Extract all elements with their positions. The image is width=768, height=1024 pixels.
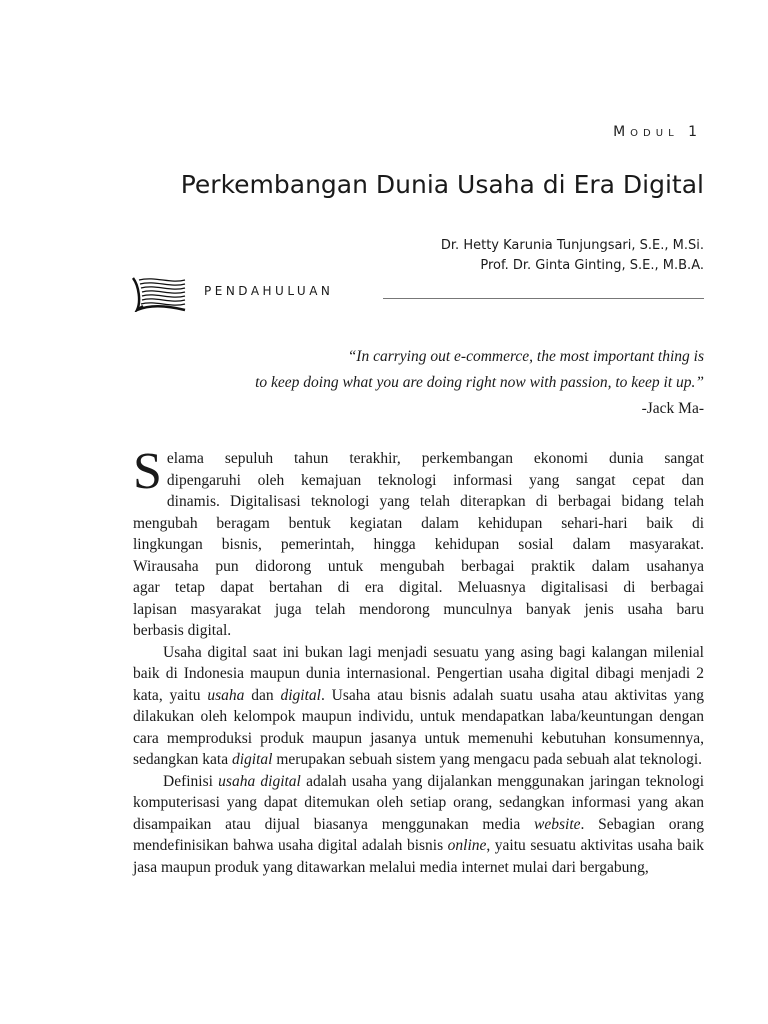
paragraph-2-emphasis: digital: [232, 751, 273, 768]
paragraph-3: [133, 771, 704, 879]
paragraph-3-emphasis: usaha digital: [218, 772, 301, 790]
author-1: Dr. Hetty Karunia Tunjungsari, S.E., M.Si.: [440, 238, 704, 253]
paragraph-1-line: dipengaruhi oleh kemajuan teknologi informasi yang sangat cepat dan: [166, 471, 704, 489]
paragraph-3-emphasis: website: [534, 815, 581, 833]
paragraph-2-emphasis: digital: [280, 686, 321, 704]
page-title: Perkembangan Dunia Usaha di Era Digital: [180, 170, 704, 199]
epigraph-quote: [124, 344, 704, 422]
paragraph-2: [133, 642, 704, 771]
drop-cap: S: [133, 443, 162, 500]
paragraph-3-text: adalah usaha yang dijalankan menggunakan jaringan teknologi komputerisasi yang dapat ditemukan oleh setiap orang, sedangkan informasi yang akan disampaikan atau dijual biasanya menggunakan media: [133, 772, 705, 833]
paragraph-2-emphasis: usaha: [207, 686, 245, 704]
paragraph-2-text: dan: [244, 686, 281, 704]
section-title: PENDAHULUAN: [204, 284, 334, 298]
module-number: Modul 1: [613, 124, 702, 140]
quote-line-2: to keep doing what you are doing right now with passion, to keep it up.”: [255, 374, 704, 391]
body-text: [133, 443, 705, 878]
paragraph-3-emphasis: online: [447, 837, 487, 854]
paragraph-2-text: merupakan sebuah sistem yang mengacu pada sebuah alat teknologi.: [272, 751, 703, 768]
paragraph-3-text: , yaitu sesuatu aktivitas usaha baik jasa maupun produk yang ditawarkan melalui media internet mulai dari bergabung,: [133, 837, 704, 876]
section-header: [131, 276, 704, 312]
paragraph-1-line: mengubah beragam bentuk kegiatan dalam kehidupan sehari-hari baik di: [133, 514, 704, 532]
paragraph-1-line: elama sepuluh tahun terakhir, perkembangan ekonomi dunia sangat: [166, 450, 704, 467]
paragraph-2-text: . Usaha atau bisnis adalah suatu usaha atau aktivitas yang dilakukan oleh kelompok maupun individu, untuk mendapatkan laba/keuntungan dengan cara memproduksi produk maupun jasanya untuk memenuhi kebutuhan konsumennya, sedangkan kata: [133, 686, 704, 768]
paragraph-3-text: Definisi: [163, 772, 219, 790]
paragraph-3-text: . Sebagian orang mendefinisikan bahwa usaha digital adalah bisnis: [133, 815, 705, 854]
paragraph-1-line: agar tetap dapat bertahan di era digital. Meluasnya digitalisasi di berbagai: [133, 579, 704, 596]
open-book-icon: [131, 276, 187, 312]
paragraph-2-text: Usaha digital saat ini bukan lagi menjadi sesuatu yang asing bagi kalangan milenial baik di Indonesia maupun dunia internasional. Pengertian usaha digital dibagi menjadi 2 kata, yaitu: [133, 643, 704, 704]
paragraph-1-line: Wirausaha pun didorong untuk mengubah berbagai praktik dalam usahanya: [133, 557, 704, 575]
paragraph-1-line: berbasis digital.: [133, 622, 232, 639]
section-divider: [383, 298, 704, 299]
paragraph-1-line: lingkungan bisnis, pemerintah, hingga kehidupan sosial dalam masyarakat.: [133, 536, 704, 553]
paragraph-1-line: dinamis. Digitalisasi teknologi yang telah diterapkan di berbagai bidang telah: [166, 493, 704, 510]
paragraph-1-line: lapisan masyarakat juga telah mendorong munculnya banyak jenis usaha baru: [133, 600, 704, 618]
author-2: Prof. Dr. Ginta Ginting, S.E., M.B.A.: [480, 258, 704, 273]
quote-author: -Jack Ma-: [641, 400, 704, 417]
paragraph-1: [133, 443, 704, 642]
quote-line-1: “In carrying out e-commerce, the most important thing is: [347, 348, 704, 365]
author-list: [441, 236, 704, 276]
